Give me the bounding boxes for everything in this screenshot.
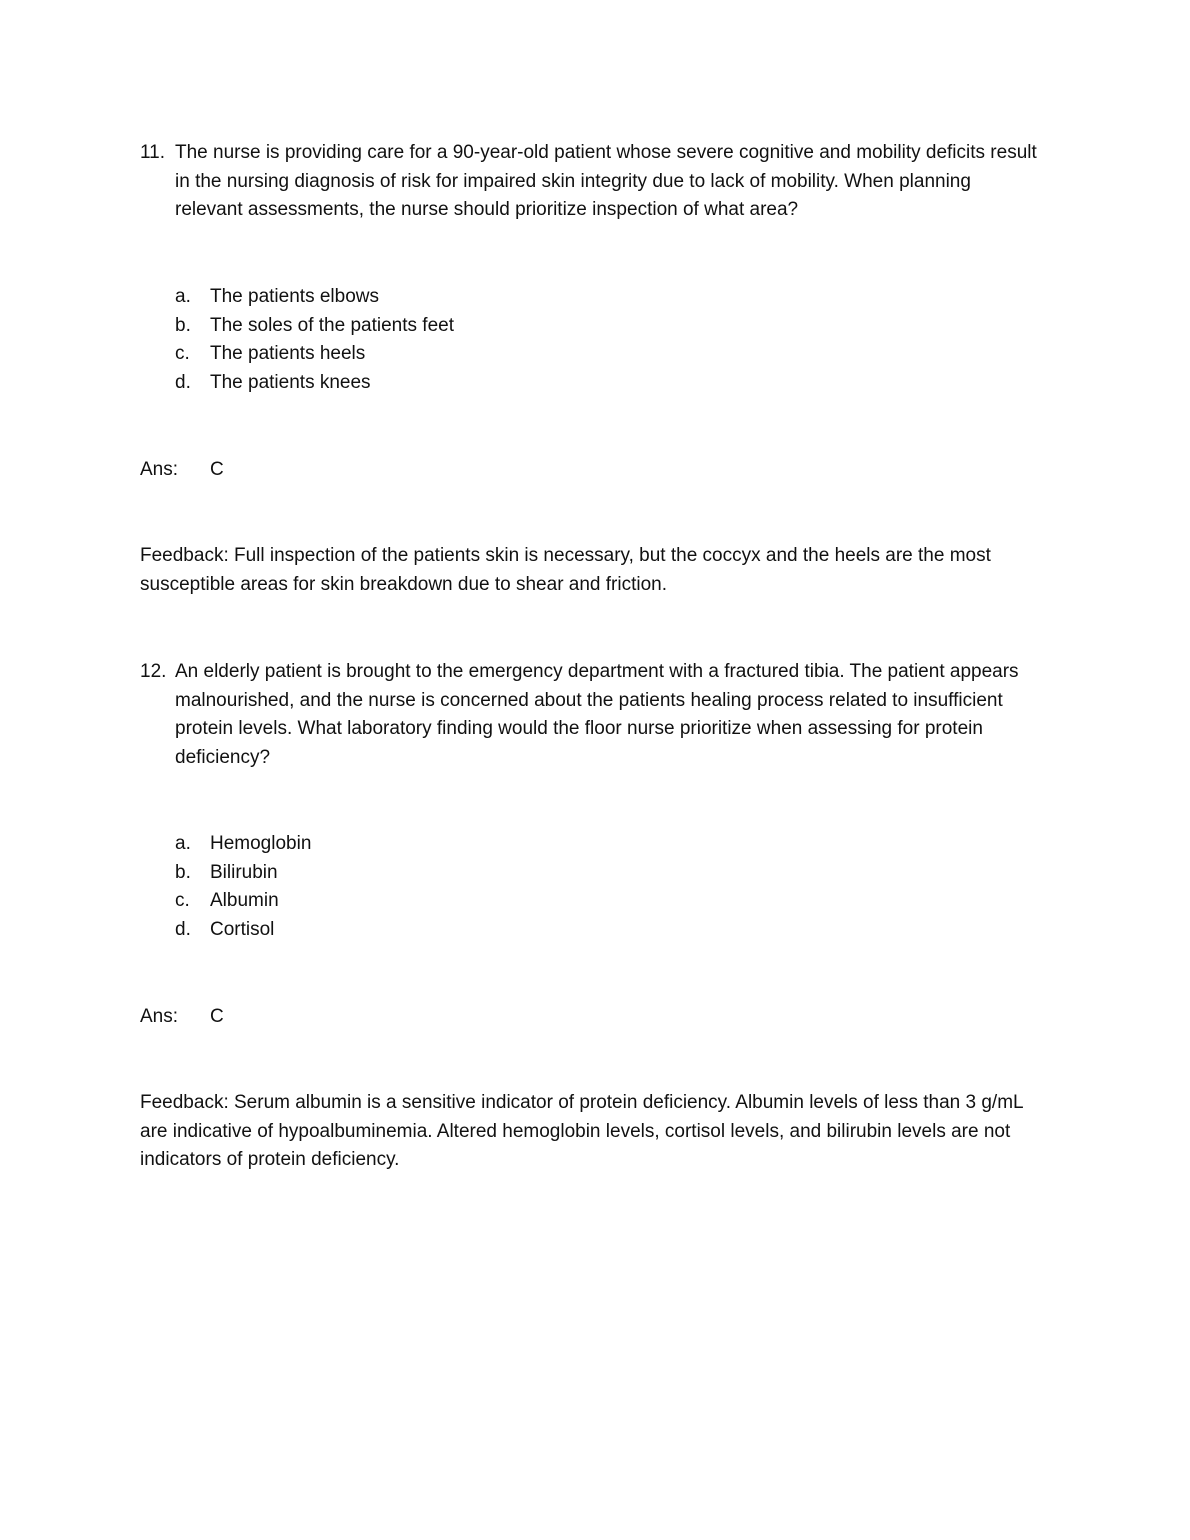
option-text: Bilirubin	[210, 861, 278, 883]
option-letter: b.	[175, 861, 191, 883]
option-letter: c.	[175, 343, 190, 364]
option-letter: b.	[175, 314, 191, 336]
question-11	[140, 139, 1040, 225]
option-c	[175, 887, 875, 916]
option-text: The patients heels	[210, 343, 366, 364]
option-text: The patients elbows	[210, 286, 379, 307]
option-letter: a.	[175, 833, 191, 854]
option-b	[175, 859, 875, 888]
option-d	[175, 369, 875, 398]
feedback-11: Feedback: Full inspection of the patients skin is necessary, but the coccyx and the heels are the most susceptible areas for skin breakdown due to shear and friction.	[140, 545, 991, 595]
option-c	[175, 340, 875, 369]
option-a	[175, 830, 875, 859]
answer-options-11	[175, 283, 875, 397]
option-d	[175, 916, 875, 945]
answer-options-12	[175, 830, 875, 944]
option-b	[175, 312, 875, 341]
option-a	[175, 283, 875, 312]
option-text: The soles of the patients feet	[210, 314, 454, 336]
option-text: Hemoglobin	[210, 833, 312, 854]
answer-value: C	[210, 459, 224, 480]
feedback-12: Feedback: Serum albumin is a sensitive indicator of protein deficiency. Albumin levels of less than 3 g/mL are indicative of hypoalbuminemia. Altered hemoglobin levels, cortisol levels, and bilirubin levels are not indicators of protein deficiency.	[140, 1092, 1023, 1170]
answer-value: C	[210, 1006, 224, 1027]
answer-12	[140, 1003, 224, 1032]
option-text: Albumin	[210, 890, 279, 911]
question-text: The nurse is providing care for a 90-year-old patient whose severe cognitive and mobility deficits result in the nursing diagnosis of risk for impaired skin integrity due to lack of mobility. When planning relevant assessments, the nurse should prioritize inspection of what area?	[175, 142, 1037, 220]
answer-label: Ans:	[140, 459, 179, 480]
question-number: 11.	[140, 142, 166, 163]
option-text: The patients knees	[210, 371, 371, 393]
question-number: 12.	[140, 661, 167, 682]
option-letter: d.	[175, 371, 191, 393]
question-12	[140, 658, 1040, 772]
question-text: An elderly patient is brought to the emergency department with a fractured tibia. The patient appears malnourished, and the nurse is concerned about the patients healing process related to insufficient protein levels. What laboratory finding would the floor nurse prioritize when assessing for protein deficiency?	[175, 661, 1019, 768]
option-letter: c.	[175, 890, 190, 911]
answer-label: Ans:	[140, 1006, 179, 1027]
option-letter: d.	[175, 918, 191, 940]
option-letter: a.	[175, 286, 191, 307]
answer-11	[140, 456, 224, 485]
option-text: Cortisol	[210, 918, 275, 940]
